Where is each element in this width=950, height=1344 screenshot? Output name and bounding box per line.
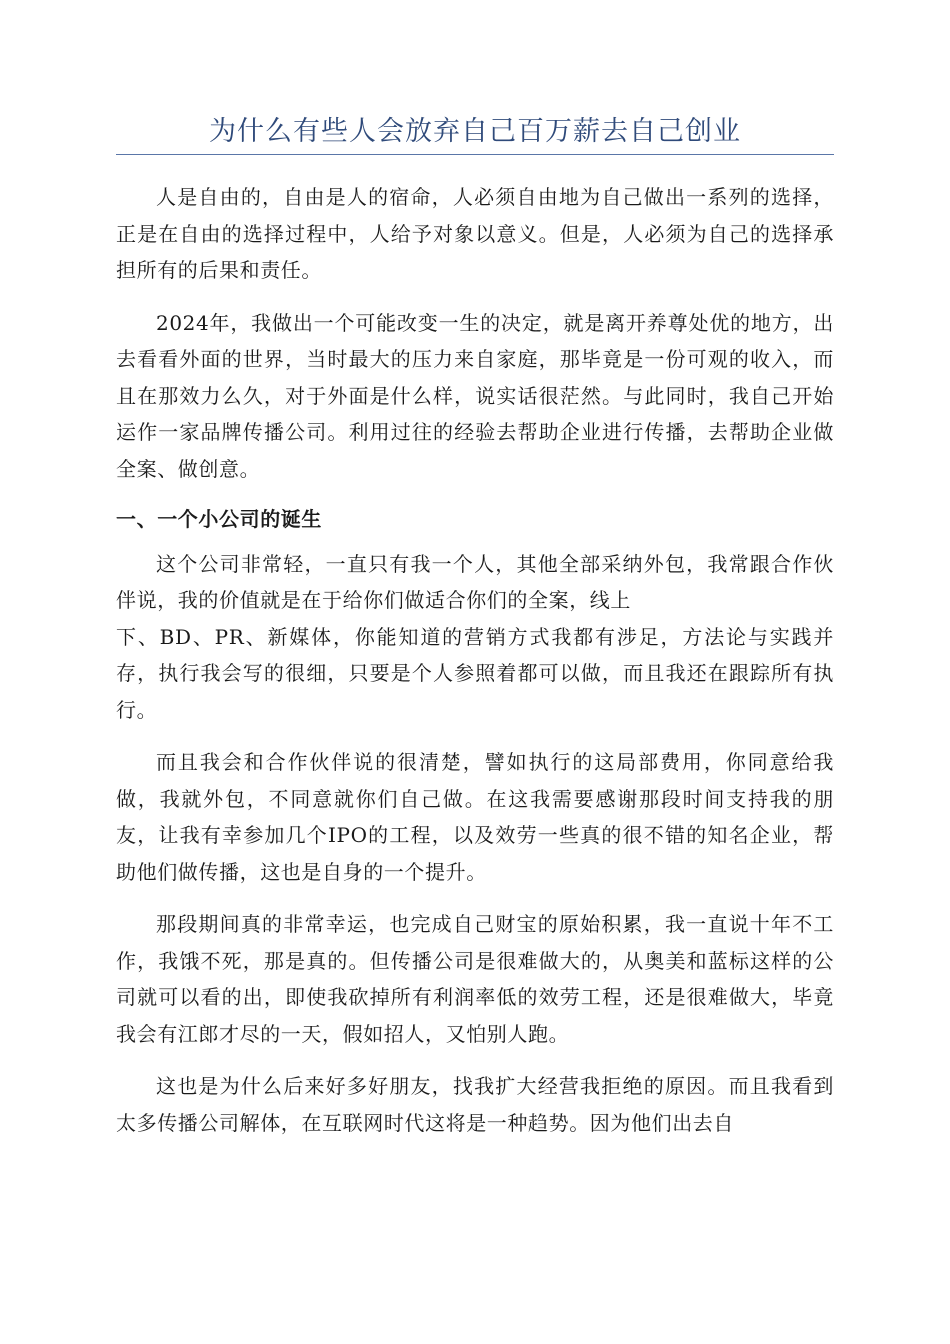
paragraph-3-line-2: 下、BD、PR、新媒体，你能知道的营销方式我都有涉足，方法论与实践并存，执行我会写的很细，只要是个人参照着都可以做，而且我还在跟踪所有执行。 xyxy=(116,624,834,722)
paragraph-5: 那段期间真的非常幸运，也完成自己财宝的原始积累，我一直说十年不工作，我饿不死，那是真的。但传播公司是很难做大的，从奥美和蓝标这样的公司就可以看的出，即使我砍掉所有利润率低的效劳工程，还是很难做大，毕竟我会有江郎才尽的一天，假如招人，又怕别人跑。 xyxy=(116,912,834,1046)
paragraph-3 xyxy=(116,546,834,729)
paragraph-3-line-1: 这个公司非常轻，一直只有我一个人，其他全部采纳外包，我常跟合作伙伴说，我的价值就是在于给你们做适合你们的全案，线上 xyxy=(116,551,834,612)
section-1-heading: 一、一个小公司的诞生 xyxy=(116,507,322,531)
paragraph-2: 2024年，我做出一个可能改变一生的决定，就是离开养尊处优的地方，出去看看外面的世界，当时最大的压力来自家庭，那毕竟是一份可观的收入，而且在那效力么久，对于外面是什么样，说实话很茫然。与此同时，我自己开始运作一家品牌传播公司。利用过往的经验去帮助企业进行传播，去帮助企业做全案、做创意。 xyxy=(116,310,834,481)
document-title: 为什么有些人会放弃自己百万薪去自己创业 xyxy=(116,112,834,155)
paragraph-6: 这也是为什么后来好多好朋友，找我扩大经营我拒绝的原因。而且我看到太多传播公司解体，在互联网时代这将是一种趋势。因为他们出去自 xyxy=(116,1074,834,1135)
document-page xyxy=(116,112,834,1141)
paragraph-4: 而且我会和合作伙伴说的很清楚，譬如执行的这局部费用，你同意给我做，我就外包，不同意就你们自己做。在这我需要感谢那段时间支持我的朋友，让我有幸参加几个IPO的工程，以及效劳一些真的很不错的知名企业，帮助他们做传播，这也是自身的一个提升。 xyxy=(116,750,834,884)
paragraph-1: 人是自由的，自由是人的宿命，人必须自由地为自己做出一系列的选择，正是在自由的选择过程中，人给予对象以意义。但是，人必须为自己的选择承担所有的后果和责任。 xyxy=(116,185,834,282)
